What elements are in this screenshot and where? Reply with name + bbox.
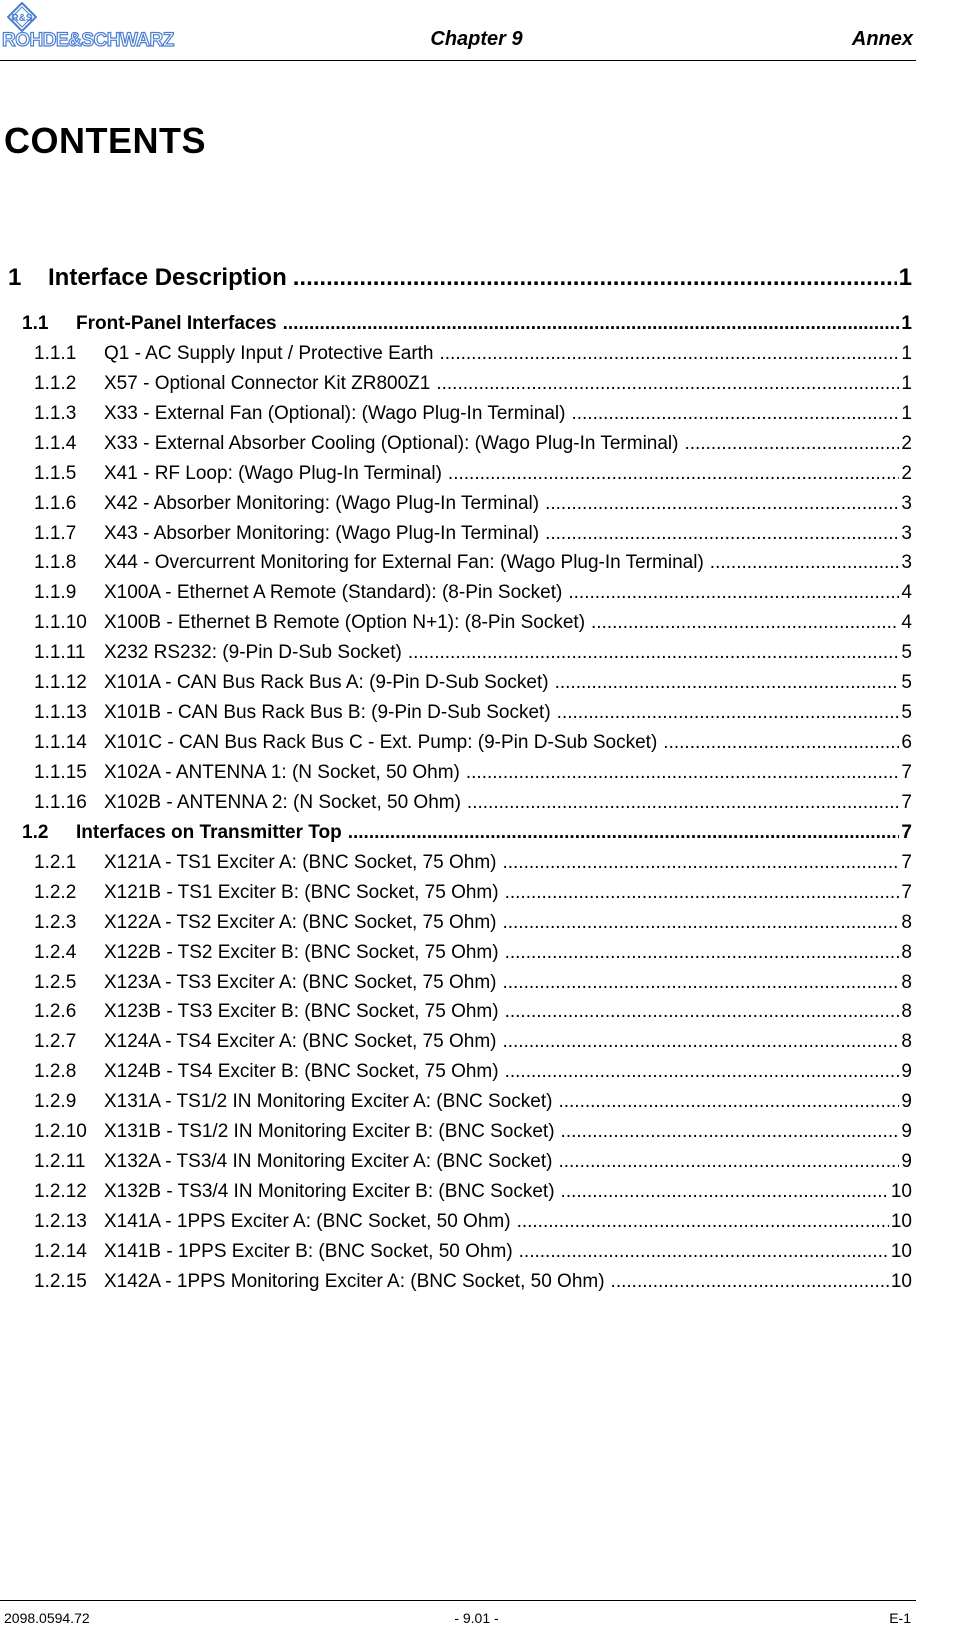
doc-number: 2098.0594.72 [4,1610,90,1626]
toc-entry-1-1-10[interactable] [34,612,912,634]
toc-entry-1[interactable] [8,264,912,292]
toc-dot-leader [561,1121,900,1143]
toc-entry-page: 1 [898,264,912,291]
toc-entry-page: 7 [901,791,912,813]
toc-dot-leader [293,264,897,292]
toc-entry-page: 5 [901,702,912,724]
toc-entry-page: 1 [901,402,912,424]
toc-entry-number: 1.2.9 [34,1091,77,1113]
toc-entry-1-1-3[interactable] [34,403,912,425]
toc-entry-number: 1.1.4 [34,432,77,454]
toc-entry-1-1-2[interactable] [34,373,912,395]
toc-entry-number: 1.1.6 [34,492,77,514]
toc-entry-1-1[interactable] [22,313,912,335]
toc-entry-title: Front-Panel Interfaces [76,313,277,334]
toc-dot-leader [558,1091,899,1113]
toc-entry-page: 3 [901,552,912,574]
toc-dot-leader [568,582,899,604]
toc-entry-number: 1.1.9 [34,582,77,604]
toc-entry-1-1-1[interactable] [34,343,912,365]
toc-entry-title: X123B - TS3 Exciter B: (BNC Socket, 75 Ohm) [104,1001,499,1023]
toc-entry-1-2-5[interactable] [34,972,912,994]
toc-entry-1-1-16[interactable] [34,792,912,814]
toc-entry-title: X33 - External Fan (Optional): (Wago Plug-In Terminal) [104,402,566,424]
toc-entry-page: 10 [890,1240,912,1262]
toc-entry-page: 4 [901,582,912,604]
toc-entry-1-1-9[interactable] [34,582,912,604]
toc-dot-leader [663,732,899,754]
toc-dot-leader [555,672,900,694]
toc-entry-page: 2 [901,432,912,454]
toc-entry-page: 5 [901,672,912,694]
toc-dot-leader [502,912,899,934]
toc-entry-page: 7 [901,821,912,843]
toc-entry-page: 5 [901,642,912,664]
toc-entry-title: X57 - Optional Connector Kit ZR800Z1 [104,372,431,394]
toc-entry-title: X132A - TS3/4 IN Monitoring Exciter A: (BNC Socket) [104,1151,553,1172]
svg-text:R&S: R&S [11,13,33,24]
toc-entry-title: X142A - 1PPS Monitoring Exciter A: (BNC Socket, 50 Ohm) [104,1270,605,1292]
toc-entry-number: 1.2.13 [34,1210,87,1232]
toc-entry-1-1-11[interactable] [34,642,912,664]
toc-dot-leader [505,1061,900,1083]
toc-entry-1-2-12[interactable] [34,1181,912,1203]
toc-entry-page: 8 [901,911,912,933]
toc-entry-page: 9 [901,1061,912,1083]
toc-entry-number: 1.2.14 [34,1240,87,1262]
toc-entry-1-1-15[interactable] [34,762,912,784]
toc-entry-number: 1.1.14 [34,732,87,753]
toc-entry-number: 1.2.1 [34,851,77,873]
toc-entry-number: 1.2.4 [34,941,77,963]
toc-entry-title: X122A - TS2 Exciter A: (BNC Socket, 75 Ohm) [104,911,497,933]
toc-entry-1-2-2[interactable] [34,882,912,904]
toc-entry-1-2-13[interactable] [34,1211,912,1233]
toc-entry-1-2[interactable] [22,822,912,844]
toc-dot-leader [440,343,900,365]
toc-entry-1-2-8[interactable] [34,1061,912,1083]
toc-entry-page: 10 [890,1181,912,1202]
toc-entry-1-2-14[interactable] [34,1241,912,1263]
toc-entry-title: X131A - TS1/2 IN Monitoring Exciter A: (BNC Socket) [104,1091,553,1113]
toc-dot-leader [467,792,900,814]
toc-entry-number: 1.2.7 [34,1031,77,1053]
toc-entry-page: 1 [901,313,912,334]
toc-entry-title: X41 - RF Loop: (Wago Plug-In Terminal) [104,462,442,484]
toc-entry-page: 8 [901,1031,912,1053]
toc-entry-1-1-14[interactable] [34,732,912,754]
toc-entry-title: X43 - Absorber Monitoring: (Wago Plug-In Terminal) [104,522,540,544]
toc-entry-page: 6 [901,732,912,753]
toc-entry-number: 1.2.12 [34,1181,87,1202]
toc-entry-1-1-7[interactable] [34,523,912,545]
toc-entry-page: 7 [901,851,912,873]
toc-entry-title: Interface Description [48,264,287,291]
section-title: Annex [851,28,913,50]
toc-entry-title: X141A - 1PPS Exciter A: (BNC Socket, 50 Ohm) [104,1210,511,1232]
toc-entry-1-2-3[interactable] [34,912,912,934]
toc-entry-number: 1.2.15 [34,1270,87,1292]
toc-entry-1-2-9[interactable] [34,1091,912,1113]
toc-dot-leader [408,642,900,664]
toc-entry-page: 10 [890,1270,912,1292]
toc-entry-1-2-15[interactable] [34,1271,912,1293]
toc-dot-leader [684,433,899,455]
toc-entry-number: 1.1.1 [34,342,77,364]
toc-dot-leader [502,972,899,994]
toc-entry-number: 1.1.10 [34,612,87,634]
toc-entry-title: X102B - ANTENNA 2: (N Socket, 50 Ohm) [104,791,461,813]
toc-dot-leader [545,493,899,515]
toc-entry-page: 8 [901,1001,912,1023]
page-title: CONTENTS [4,120,206,161]
toc-entry-title: Interfaces on Transmitter Top [76,821,342,843]
toc-entry-page: 8 [901,941,912,963]
toc-entry-title: X42 - Absorber Monitoring: (Wago Plug-In Terminal) [104,492,540,514]
toc-entry-title: X121B - TS1 Exciter B: (BNC Socket, 75 Ohm) [104,881,499,903]
toc-entry-number: 1.2.3 [34,911,77,933]
toc-entry-number: 1.2.5 [34,971,77,993]
chapter-title: Chapter 9 [430,28,523,50]
toc-entry-number: 1 [8,264,22,291]
logo-text: ROHDE&SCHWARZ [2,30,174,51]
toc-dot-leader [545,523,899,545]
toc-entry-number: 1.2.10 [34,1121,87,1143]
toc-entry-1-2-10[interactable] [34,1121,912,1143]
toc-entry-number: 1.1.16 [34,791,87,813]
toc-entry-number: 1.1.15 [34,762,87,783]
toc-entry-page: 9 [901,1091,912,1113]
toc-entry-page: 9 [901,1121,912,1143]
toc-dot-leader [505,1001,900,1023]
toc-entry-number: 1.1.5 [34,462,77,484]
toc-entry-number: 1.1.7 [34,522,77,544]
toc-entry-number: 1.1.2 [34,372,77,394]
toc-dot-leader [571,403,899,425]
toc-entry-page: 2 [901,462,912,484]
toc-entry-1-1-13[interactable] [34,702,912,724]
toc-dot-leader [283,313,900,335]
toc-entry-1-1-6[interactable] [34,493,912,515]
toc-entry-title: X100B - Ethernet B Remote (Option N+1): (8-Pin Socket) [104,612,586,634]
toc-entry-number: 1.1.13 [34,702,87,724]
toc-entry-1-2-7[interactable] [34,1031,912,1053]
toc-entry-title: X124A - TS4 Exciter A: (BNC Socket, 75 Ohm) [104,1031,497,1053]
toc-entry-page: 3 [901,492,912,514]
header-divider [0,60,916,61]
toc-entry-title: X121A - TS1 Exciter A: (BNC Socket, 75 Ohm) [104,851,497,873]
toc-entry-page: 9 [901,1151,912,1172]
toc-entry-page: 3 [901,522,912,544]
toc-entry-title: X124B - TS4 Exciter B: (BNC Socket, 75 Ohm) [104,1061,499,1083]
toc-entry-number: 1.2 [22,821,49,843]
toc-entry-1-2-1[interactable] [34,852,912,874]
toc-entry-number: 1.1.8 [34,552,77,574]
toc-entry-page: 8 [901,971,912,993]
toc-entry-title: X102A - ANTENNA 1: (N Socket, 50 Ohm) [104,762,460,783]
toc-entry-title: X232 RS232: (9-Pin D-Sub Socket) [104,642,402,664]
toc-dot-leader [561,1181,889,1203]
toc-dot-leader [558,1151,899,1173]
toc-entry-page: 7 [901,762,912,783]
toc-entry-title: X101C - CAN Bus Rack Bus C - Ext. Pump: (9-Pin D-Sub Socket) [104,732,658,753]
toc-entry-1-2-11[interactable] [34,1151,912,1173]
toc-dot-leader [611,1271,889,1293]
toc-entry-number: 1.1.3 [34,402,77,424]
page-number: E-1 [889,1610,911,1626]
toc-entry-1-1-8[interactable] [34,552,912,574]
toc-entry-1-1-5[interactable] [34,463,912,485]
toc-dot-leader [502,852,899,874]
toc-dot-leader [710,552,900,574]
toc-entry-title: X101B - CAN Bus Rack Bus B: (9-Pin D-Sub Socket) [104,702,551,724]
toc-entry-title: X100A - Ethernet A Remote (Standard): (8-Pin Socket) [104,582,563,604]
toc-entry-number: 1.2.11 [34,1151,86,1172]
toc-dot-leader [466,762,900,784]
toc-entry-number: 1.1.12 [34,672,87,694]
toc-dot-leader [502,1031,899,1053]
toc-entry-number: 1.1.11 [34,642,86,664]
toc-dot-leader [448,463,900,485]
toc-entry-title: X33 - External Absorber Cooling (Optional): (Wago Plug-In Terminal) [104,432,679,454]
footer-divider [0,1600,916,1601]
toc-dot-leader [505,942,900,964]
toc-entry-title: X101A - CAN Bus Rack Bus A: (9-Pin D-Sub Socket) [104,672,549,694]
toc-entry-title: Q1 - AC Supply Input / Protective Earth [104,342,434,364]
toc-dot-leader [348,822,900,844]
toc-entry-number: 1.2.8 [34,1061,77,1083]
toc-entry-page: 1 [901,372,912,394]
toc-entry-number: 1.2.2 [34,881,77,903]
toc-dot-leader [436,373,899,395]
toc-dot-leader [519,1241,889,1263]
toc-entry-title: X123A - TS3 Exciter A: (BNC Socket, 75 Ohm) [104,971,497,993]
toc-entry-1-2-6[interactable] [34,1001,912,1023]
toc-entry-page: 1 [901,342,912,364]
toc-entry-1-1-12[interactable] [34,672,912,694]
toc-entry-number: 1.1 [22,313,49,334]
toc-dot-leader [591,612,899,634]
toc-entry-1-2-4[interactable] [34,942,912,964]
toc-entry-title: X122B - TS2 Exciter B: (BNC Socket, 75 Ohm) [104,941,499,963]
toc-entry-title: X132B - TS3/4 IN Monitoring Exciter B: (BNC Socket) [104,1181,555,1202]
toc-entry-number: 1.2.6 [34,1001,77,1023]
version-label: - 9.01 - [454,1610,499,1626]
toc-entry-page: 7 [901,881,912,903]
toc-dot-leader [505,882,900,904]
toc-dot-leader [557,702,900,724]
page-header [0,0,953,62]
toc-entry-page: 4 [901,612,912,634]
toc-entry-title: X44 - Overcurrent Monitoring for External Fan: (Wago Plug-In Terminal) [104,552,704,574]
toc-entry-page: 10 [890,1210,912,1232]
toc-entry-1-1-4[interactable] [34,433,912,455]
toc-entry-title: X131B - TS1/2 IN Monitoring Exciter B: (BNC Socket) [104,1121,555,1143]
toc-dot-leader [517,1211,889,1233]
toc-entry-title: X141B - 1PPS Exciter B: (BNC Socket, 50 Ohm) [104,1240,513,1262]
